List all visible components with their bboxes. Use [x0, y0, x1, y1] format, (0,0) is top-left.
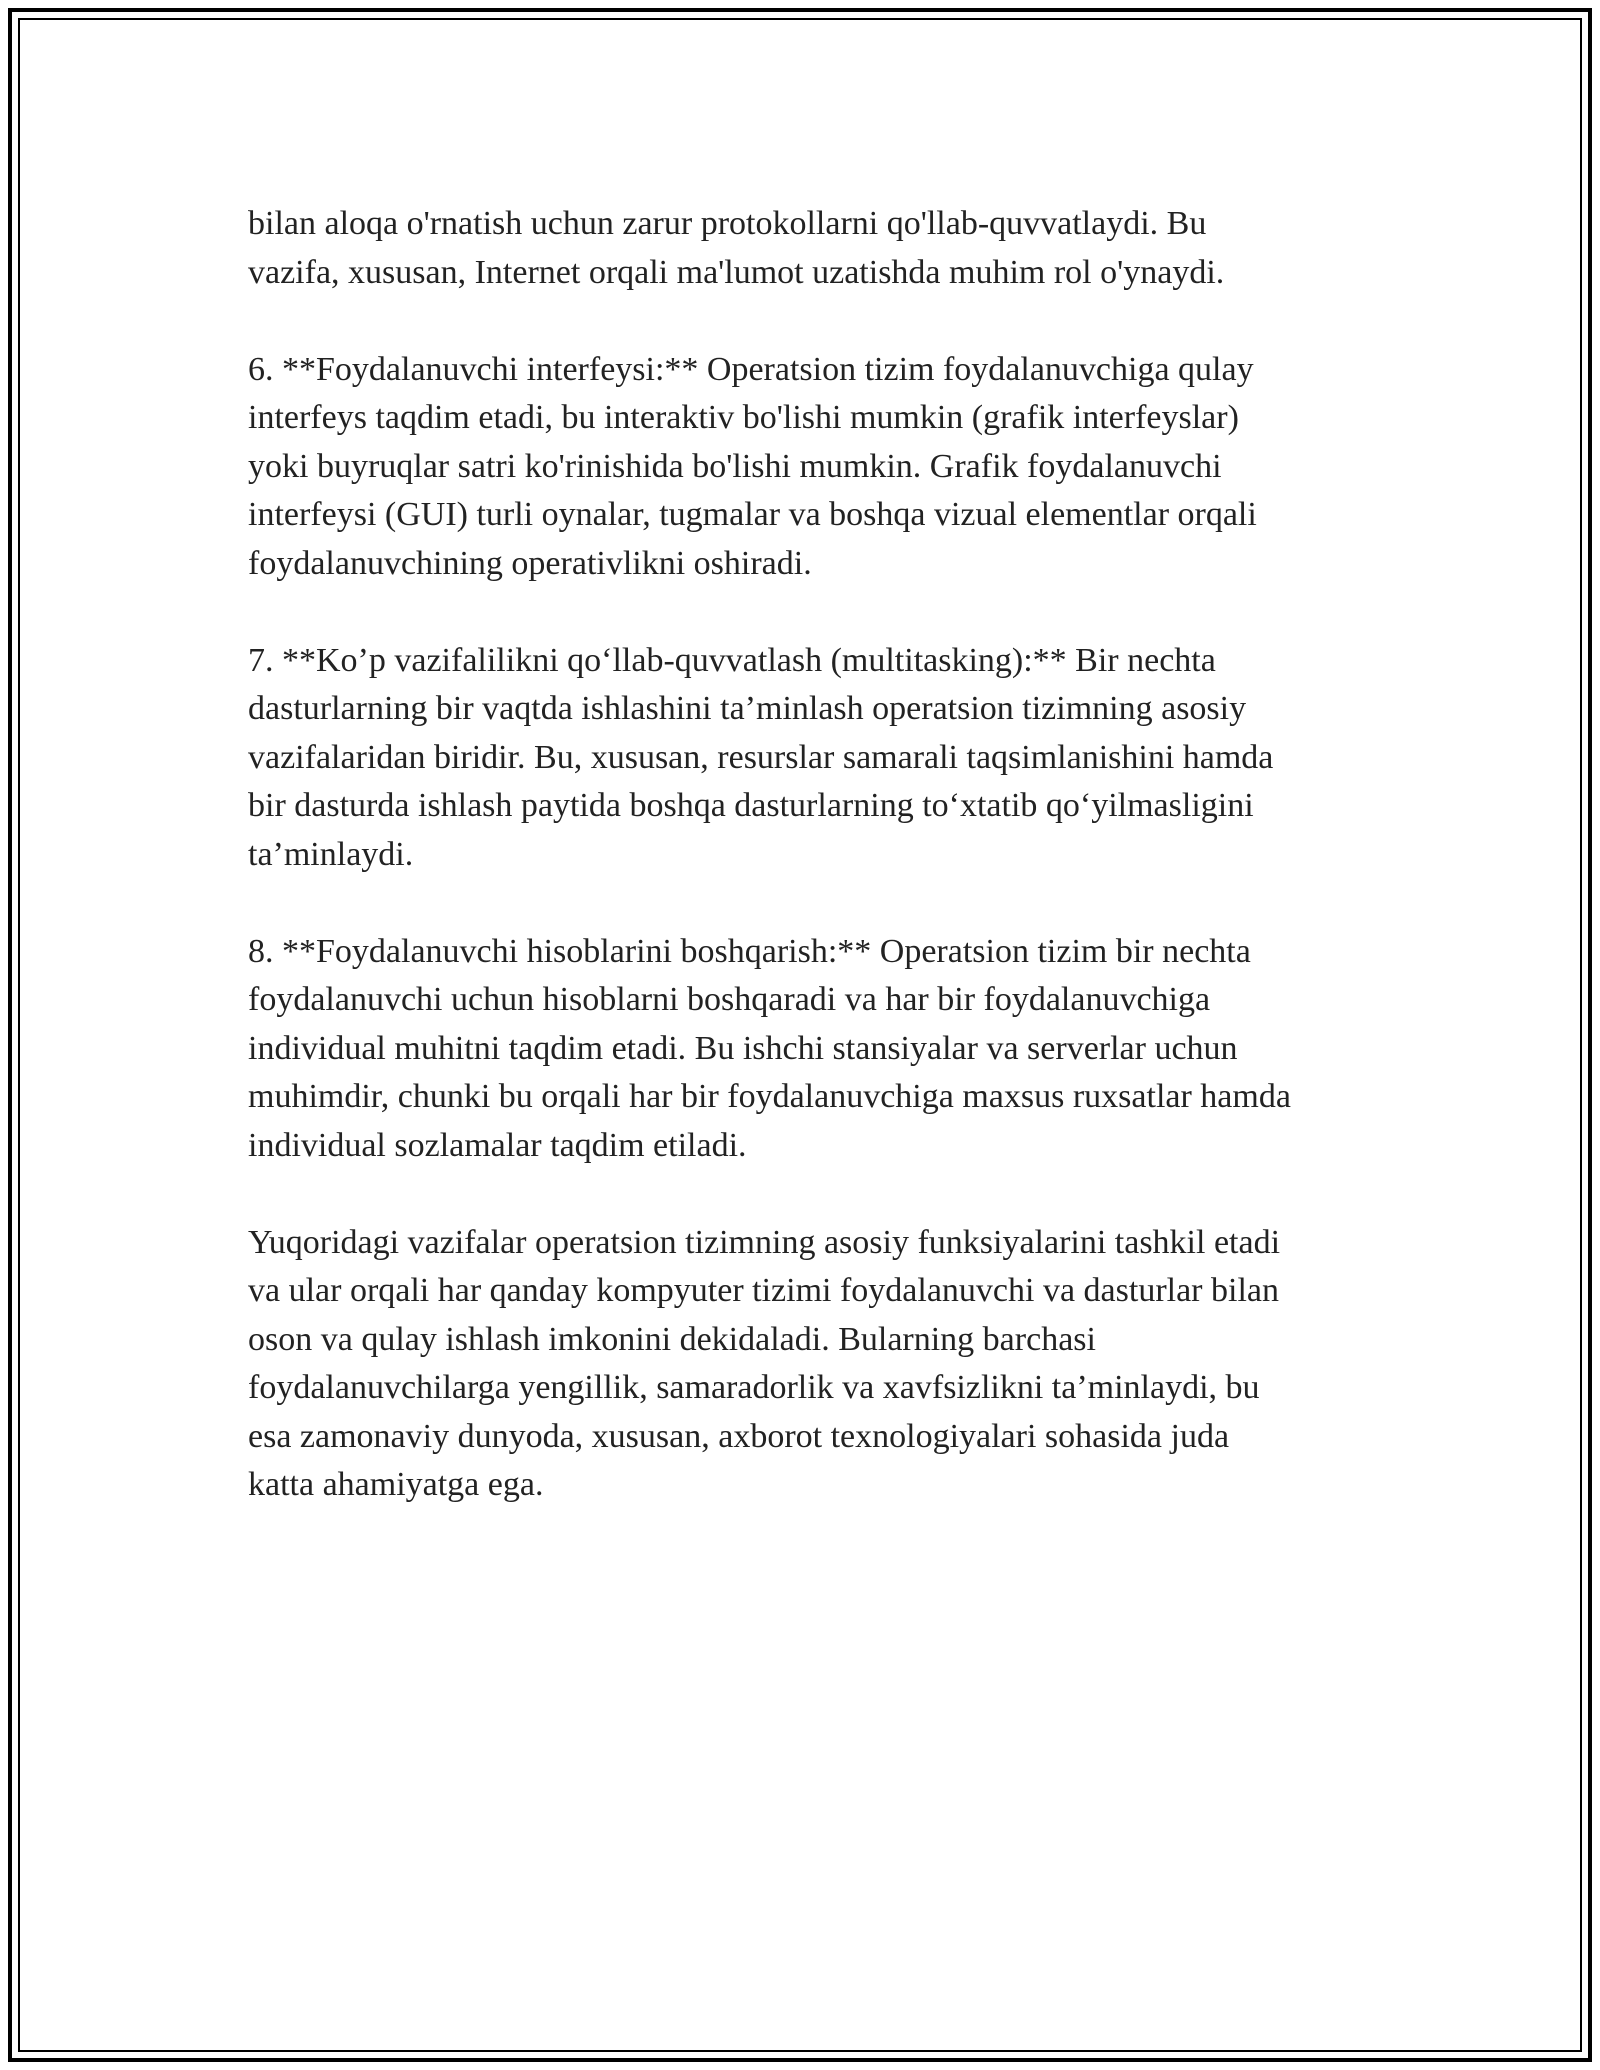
text-line: vazifalaridan biridir. Bu, xususan, resurslar samarali taqsimlanishini hamda	[248, 738, 1274, 776]
text-line: 7. **Ko’p vazifalilikni qo‘llab-quvvatlash (multitasking):** Bir nechta	[248, 641, 1216, 679]
paragraph-item-7-multitasking	[248, 637, 1388, 880]
text-line: foydalanuvchi uchun hisoblarni boshqaradi va har bir foydalanuvchiga	[248, 981, 1211, 1018]
text-line: bir dasturda ishlash paytida boshqa dasturlarning to‘xtatib qo‘yilmasligini	[248, 787, 1254, 824]
text-line: individual muhitni taqdim etadi. Bu ishchi stansiyalar va serverlar uchun	[248, 1029, 1238, 1067]
text-line: va ular orqali har qanday kompyuter tizimi foydalanuvchi va dasturlar bilan	[248, 1272, 1279, 1309]
text-line: esa zamonaviy dunyoda, xususan, axborot texnologiyalari sohasida juda	[248, 1417, 1230, 1455]
text-line: 6. **Foydalanuvchi interfeysi:** Operatsion tizim foydalanuvchiga qulay	[248, 350, 1254, 388]
text-line: yoki buyruqlar satri ko'rinishida bo'lishi mumkin. Grafik foydalanuvchi	[248, 447, 1222, 485]
text-line: muhimdir, chunki bu orqali har bir foydalanuvchiga maxsus ruxsatlar hamda	[248, 1078, 1291, 1115]
text-line: 8. **Foydalanuvchi hisoblarini boshqarish:** Operatsion tizim bir nechta	[248, 932, 1251, 970]
text-line: dasturlarning bir vaqtda ishlashini ta’minlash operatsion tizimning asosiy	[248, 690, 1247, 727]
text-line: interfeys taqdim etadi, bu interaktiv bo'lishi mumkin (grafik interfeyslar)	[248, 399, 1239, 436]
page-frame	[8, 8, 1592, 2062]
text-line: oson va qulay ishlash imkonini dekidaladi. Bularning barchasi	[248, 1320, 1096, 1358]
document-body	[248, 200, 1388, 1558]
text-line: interfeysi (GUI) turli oynalar, tugmalar va boshqa vizual elementlar orqali	[248, 496, 1257, 533]
paragraph-item-6-user-interface	[248, 346, 1388, 589]
text-line: individual sozlamalar taqdim etiladi.	[248, 1126, 747, 1164]
text-line: ta’minlaydi.	[248, 835, 414, 873]
text-line: bilan aloqa o'rnatish uchun zarur protokollarni qo'llab-quvvatlaydi. Bu	[248, 205, 1207, 242]
text-line: katta ahamiyatga ega.	[248, 1466, 544, 1503]
text-line: foydalanuvchining operativlikni oshiradi.	[248, 544, 812, 582]
paragraph-intro-continuation	[248, 200, 1388, 297]
text-line: vazifa, xususan, Internet orqali ma'lumot uzatishda muhim rol o'ynaydi.	[248, 253, 1225, 291]
text-line: foydalanuvchilarga yengillik, samaradorlik va xavfsizlikni ta’minlaydi, bu	[248, 1369, 1260, 1406]
paragraph-conclusion	[248, 1219, 1388, 1510]
text-line: Yuqoridagi vazifalar operatsion tizimning asosiy funksiyalarini tashkil etadi	[248, 1223, 1281, 1261]
paragraph-item-8-user-accounts	[248, 928, 1388, 1171]
